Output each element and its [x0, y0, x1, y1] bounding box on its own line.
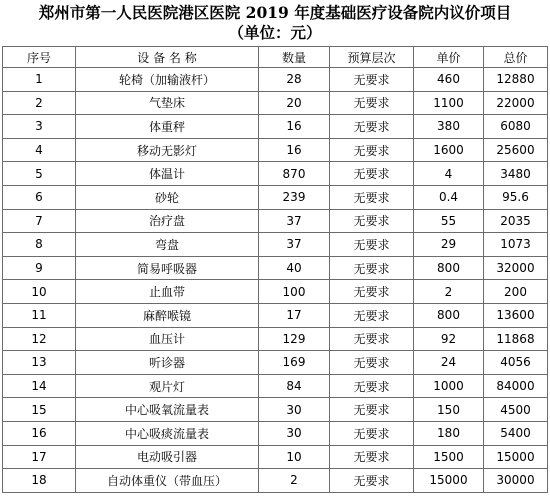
- table-row: [3, 115, 548, 139]
- cell-quantity: 28: [259, 68, 330, 92]
- cell-unit-price: 800: [414, 256, 484, 280]
- cell-budget-level: 无要求: [330, 421, 414, 445]
- cell-equipment-name: 体温计: [76, 162, 259, 186]
- cell-total-price: 15000: [484, 445, 548, 469]
- cell-equipment-name: 电动吸引器: [76, 445, 259, 469]
- cell-equipment-name: 砂轮: [76, 185, 259, 209]
- table-row: [3, 374, 548, 398]
- header-equipment-name: 设 备 名 称: [76, 47, 259, 68]
- table-header-row: [3, 47, 548, 68]
- table-row: [3, 327, 548, 351]
- cell-total-price: 4500: [484, 398, 548, 422]
- cell-equipment-name: 治疗盘: [76, 209, 259, 233]
- cell-budget-level: 无要求: [330, 162, 414, 186]
- cell-quantity: 17: [259, 303, 330, 327]
- cell-index: 6: [3, 185, 76, 209]
- cell-quantity: 16: [259, 138, 330, 162]
- cell-equipment-name: 弯盘: [76, 233, 259, 257]
- cell-index: 14: [3, 374, 76, 398]
- header-budget-level: 预算层次: [330, 47, 414, 68]
- cell-index: 17: [3, 445, 76, 469]
- header-unit-price: 单价: [414, 47, 484, 68]
- cell-quantity: 37: [259, 233, 330, 257]
- table-row: [3, 351, 548, 375]
- cell-total-price: 5400: [484, 421, 548, 445]
- cell-index: 12: [3, 327, 76, 351]
- cell-total-price: 25600: [484, 138, 548, 162]
- cell-index: 3: [3, 115, 76, 139]
- cell-total-price: 13600: [484, 303, 548, 327]
- cell-index: 13: [3, 351, 76, 375]
- cell-unit-price: 55: [414, 209, 484, 233]
- cell-budget-level: 无要求: [330, 445, 414, 469]
- cell-unit-price: 800: [414, 303, 484, 327]
- header-quantity: 数量: [259, 47, 330, 68]
- cell-equipment-name: 自动体重仪（带血压）: [76, 469, 259, 493]
- table-row: [3, 445, 548, 469]
- cell-equipment-name: 轮椅（加输液杆）: [76, 68, 259, 92]
- cell-total-price: 22000: [484, 91, 548, 115]
- cell-index: 2: [3, 91, 76, 115]
- cell-budget-level: 无要求: [330, 303, 414, 327]
- cell-index: 7: [3, 209, 76, 233]
- cell-unit-price: 1000: [414, 374, 484, 398]
- cell-total-price: 30000: [484, 469, 548, 493]
- cell-budget-level: 无要求: [330, 233, 414, 257]
- cell-budget-level: 无要求: [330, 68, 414, 92]
- table-row: [3, 68, 548, 92]
- cell-quantity: 870: [259, 162, 330, 186]
- cell-index: 1: [3, 68, 76, 92]
- cell-unit-price: 15000: [414, 469, 484, 493]
- cell-index: 5: [3, 162, 76, 186]
- cell-equipment-name: 简易呼吸器: [76, 256, 259, 280]
- cell-total-price: 1073: [484, 233, 548, 257]
- cell-total-price: 84000: [484, 374, 548, 398]
- cell-total-price: 6080: [484, 115, 548, 139]
- table-row: [3, 162, 548, 186]
- cell-index: 9: [3, 256, 76, 280]
- cell-quantity: 30: [259, 421, 330, 445]
- cell-budget-level: 无要求: [330, 374, 414, 398]
- cell-total-price: 4056: [484, 351, 548, 375]
- cell-equipment-name: 体重秤: [76, 115, 259, 139]
- table-row: [3, 185, 548, 209]
- cell-unit-price: 1100: [414, 91, 484, 115]
- cell-equipment-name: 听诊器: [76, 351, 259, 375]
- table-row: [3, 469, 548, 493]
- cell-equipment-name: 麻醉喉镜: [76, 303, 259, 327]
- cell-equipment-name: 止血带: [76, 280, 259, 304]
- cell-quantity: 10: [259, 445, 330, 469]
- cell-budget-level: 无要求: [330, 327, 414, 351]
- cell-equipment-name: 中心吸氧流量表: [76, 398, 259, 422]
- cell-budget-level: 无要求: [330, 280, 414, 304]
- cell-quantity: 20: [259, 91, 330, 115]
- table-body: [3, 68, 548, 493]
- cell-equipment-name: 血压计: [76, 327, 259, 351]
- cell-total-price: 95.6: [484, 185, 548, 209]
- cell-budget-level: 无要求: [330, 209, 414, 233]
- cell-total-price: 11868: [484, 327, 548, 351]
- cell-index: 4: [3, 138, 76, 162]
- cell-equipment-name: 移动无影灯: [76, 138, 259, 162]
- table-row: [3, 256, 548, 280]
- table-row: [3, 91, 548, 115]
- cell-unit-price: 29: [414, 233, 484, 257]
- table-row: [3, 303, 548, 327]
- cell-equipment-name: 气垫床: [76, 91, 259, 115]
- cell-budget-level: 无要求: [330, 398, 414, 422]
- cell-quantity: 2: [259, 469, 330, 493]
- cell-unit-price: 4: [414, 162, 484, 186]
- cell-index: 8: [3, 233, 76, 257]
- cell-unit-price: 1600: [414, 138, 484, 162]
- cell-unit-price: 0.4: [414, 185, 484, 209]
- cell-total-price: 12880: [484, 68, 548, 92]
- table-row: [3, 398, 548, 422]
- cell-index: 11: [3, 303, 76, 327]
- cell-total-price: 32000: [484, 256, 548, 280]
- table-row: [3, 421, 548, 445]
- cell-quantity: 40: [259, 256, 330, 280]
- table-row: [3, 209, 548, 233]
- cell-equipment-name: 中心吸痰流量表: [76, 421, 259, 445]
- cell-unit-price: 1500: [414, 445, 484, 469]
- cell-budget-level: 无要求: [330, 351, 414, 375]
- cell-total-price: 3480: [484, 162, 548, 186]
- cell-budget-level: 无要求: [330, 138, 414, 162]
- cell-quantity: 84: [259, 374, 330, 398]
- cell-index: 15: [3, 398, 76, 422]
- cell-budget-level: 无要求: [330, 256, 414, 280]
- cell-quantity: 30: [259, 398, 330, 422]
- cell-quantity: 239: [259, 185, 330, 209]
- cell-index: 18: [3, 469, 76, 493]
- cell-equipment-name: 观片灯: [76, 374, 259, 398]
- title-unit: （单位：元）: [228, 23, 322, 42]
- cell-quantity: 16: [259, 115, 330, 139]
- cell-unit-price: 2: [414, 280, 484, 304]
- cell-unit-price: 24: [414, 351, 484, 375]
- cell-unit-price: 150: [414, 398, 484, 422]
- cell-quantity: 129: [259, 327, 330, 351]
- document-title: [0, 0, 550, 43]
- table-row: [3, 138, 548, 162]
- cell-quantity: 169: [259, 351, 330, 375]
- cell-total-price: 2035: [484, 209, 548, 233]
- cell-budget-level: 无要求: [330, 115, 414, 139]
- cell-unit-price: 460: [414, 68, 484, 92]
- cell-index: 10: [3, 280, 76, 304]
- title-main: 郑州市第一人民医院港区医院 2019 年度基础医疗设备院内议价项目: [38, 3, 512, 22]
- cell-budget-level: 无要求: [330, 91, 414, 115]
- cell-unit-price: 380: [414, 115, 484, 139]
- cell-budget-level: 无要求: [330, 469, 414, 493]
- header-total-price: 总价: [484, 47, 548, 68]
- equipment-price-table: [2, 46, 548, 493]
- cell-quantity: 37: [259, 209, 330, 233]
- cell-index: 16: [3, 421, 76, 445]
- header-index: 序号: [3, 47, 76, 68]
- cell-quantity: 100: [259, 280, 330, 304]
- cell-unit-price: 92: [414, 327, 484, 351]
- cell-total-price: 200: [484, 280, 548, 304]
- table-row: [3, 280, 548, 304]
- table-row: [3, 233, 548, 257]
- cell-unit-price: 180: [414, 421, 484, 445]
- cell-budget-level: 无要求: [330, 185, 414, 209]
